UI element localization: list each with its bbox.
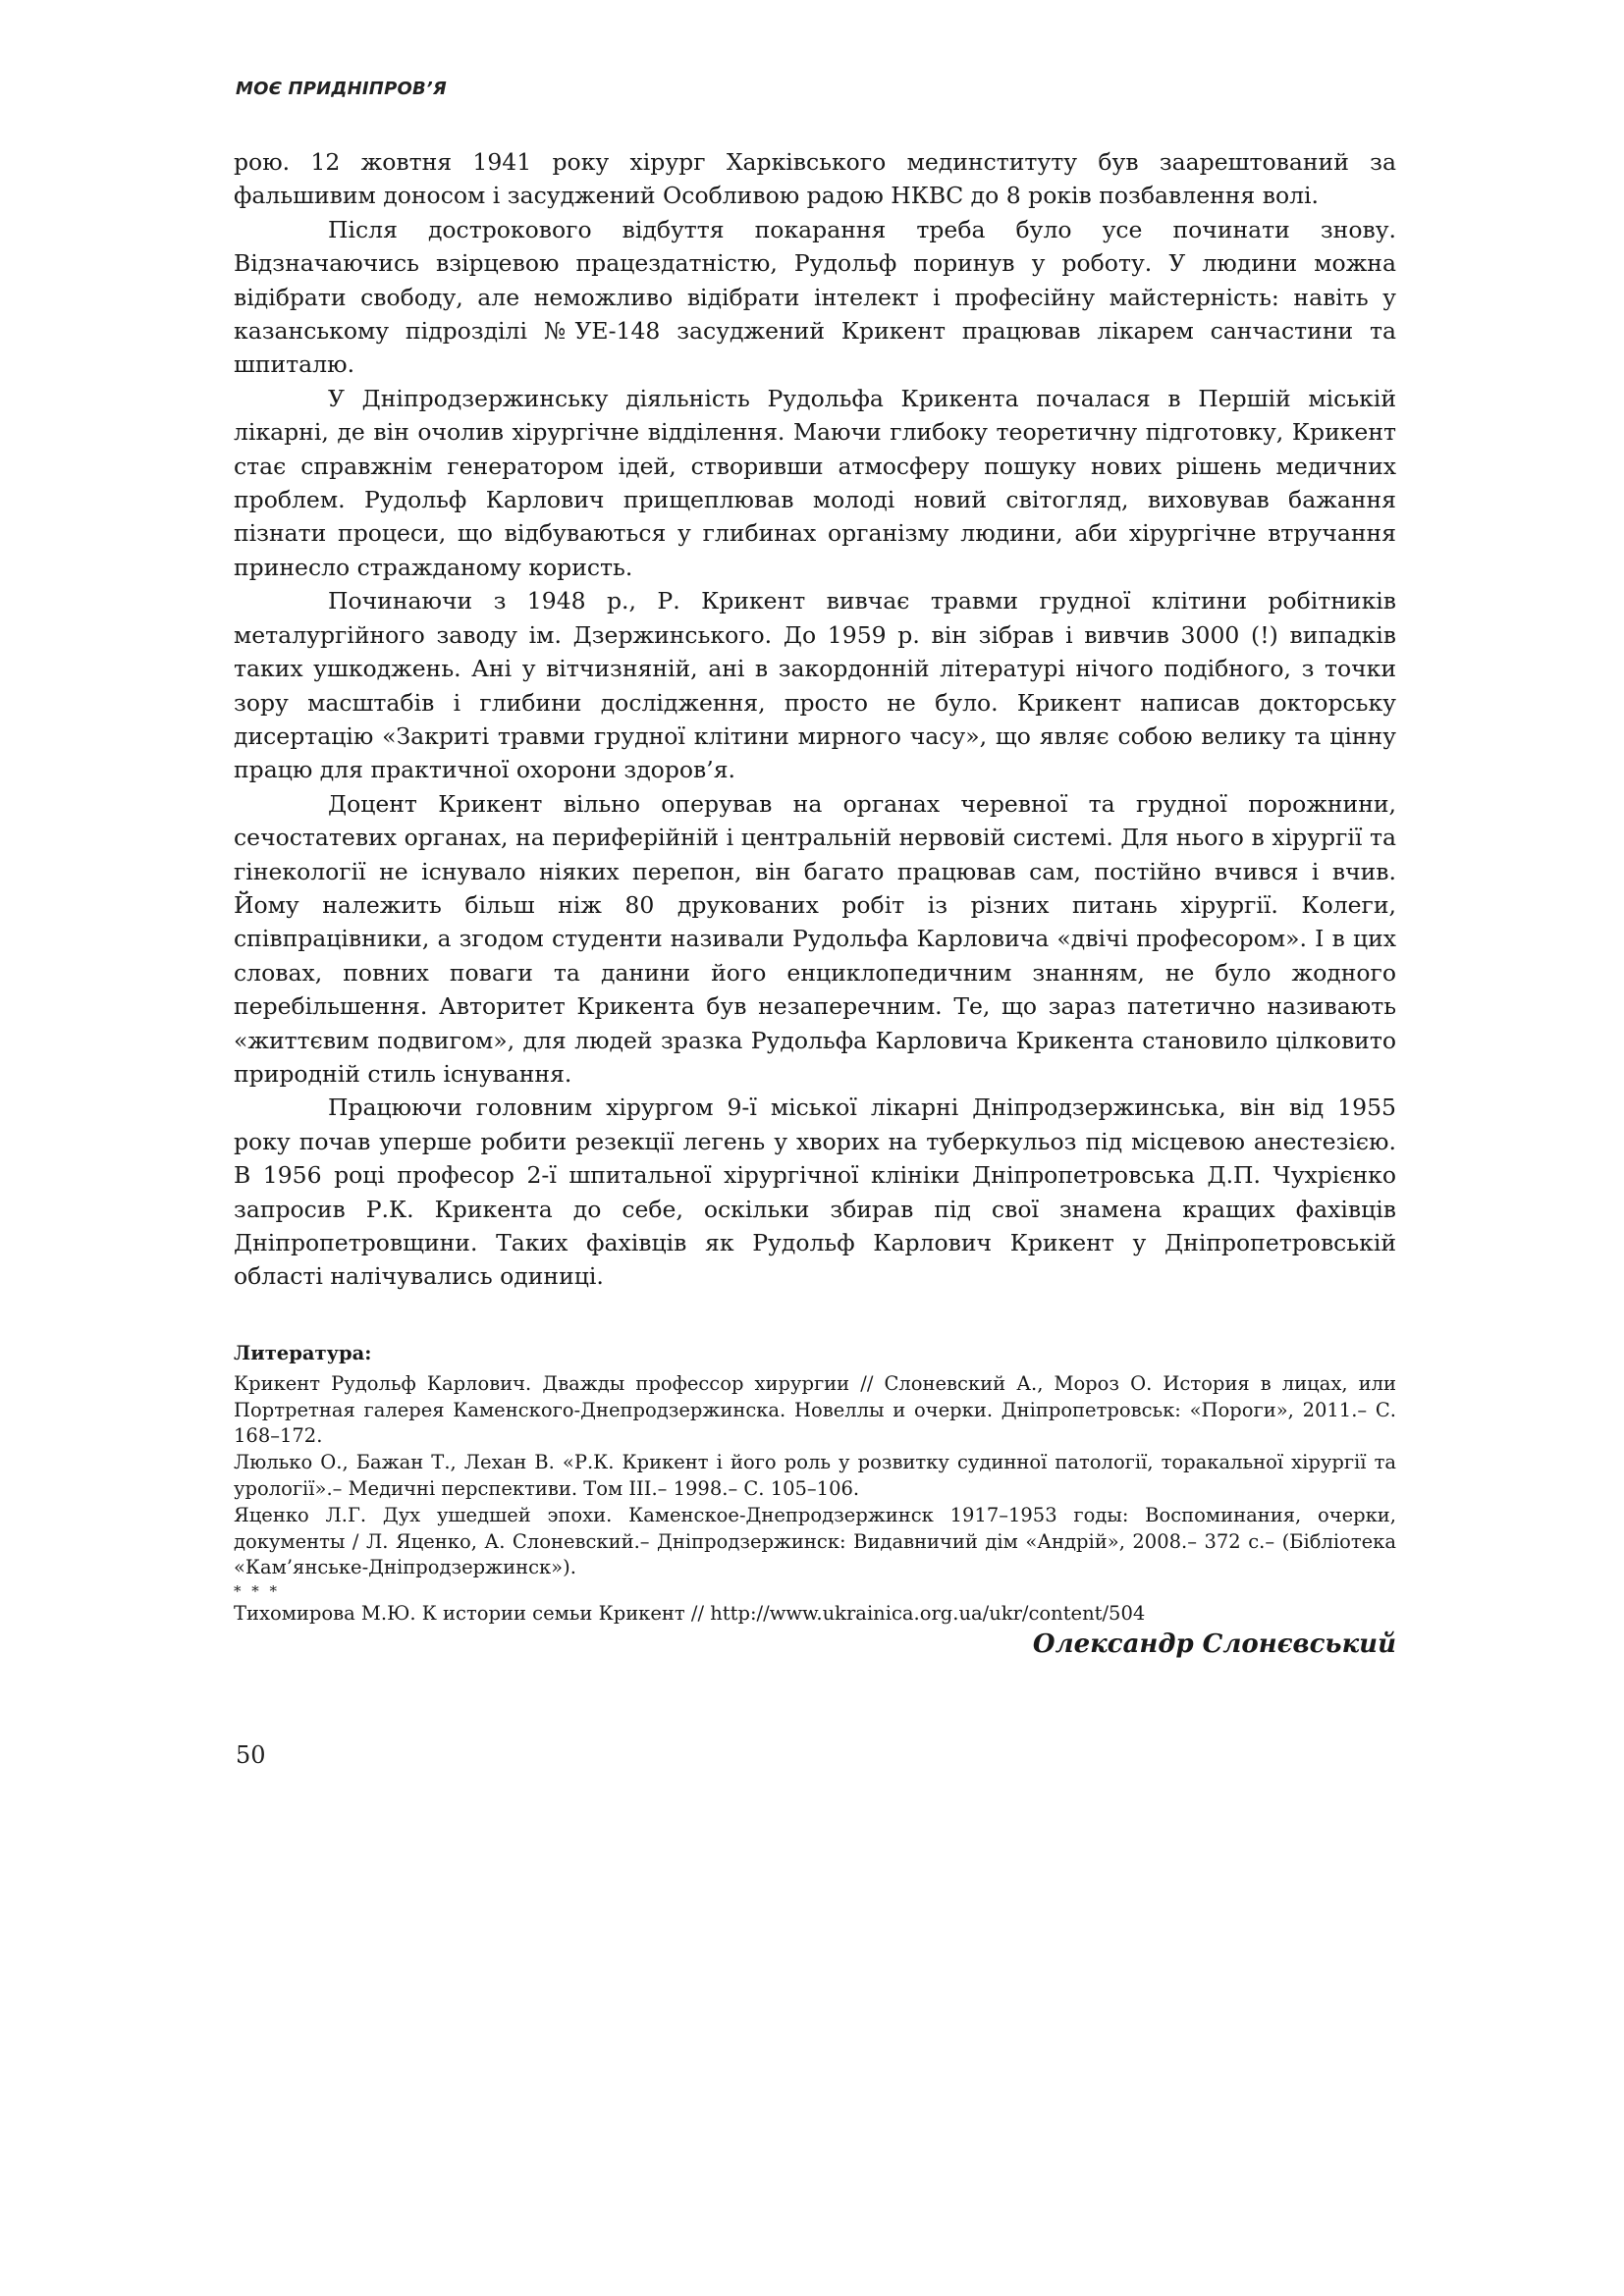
reference-item: Люлько О., Бажан Т., Лехан В. «Р.К. Крикент і його роль у розвитку судинної патології, торакальної хірургії та урології».– Медичні перспективи. Том ІІІ.– 1998.– С. 105–106. <box>234 1451 1396 1500</box>
body-paragraph: Після дострокового відбуття покарання треба було усе починати знову. Відзначаючись взірцевою працездатністю, Рудольф поринув у роботу. У людини можна відібрати свободу, але неможливо відібрати інтелект і професійну майстерність: навіть у казанському підрозділі №УЕ-148 засуджений Крикент працював лікарем санчастини та шпиталю. <box>234 215 1396 379</box>
body-paragraph: Доцент Крикент вільно оперував на органах черевної та грудної порожнини, сечостатевих органах, на периферійній і центральній нервовій системі. Для нього в хірургії та гінекології не існувало ніяких перепон, він багато працював сам, постійно вчився і вчив. Йому належить більш ніж 80 друкованих робіт із різних питань хірургії. Колеги, співпрацівники, а згодом студенти називали Рудольфа Карловича «двічі професором». І в цих словах, повних поваги та данини його енциклопедичним знанням, не було жодного перебільшення. Авторитет Крикента був незаперечним. Те, що зараз патетично називають «життєвим подвигом», для людей зразка Рудольфа Карловича Крикента становило цілковито природній стиль існування. <box>234 789 1396 1088</box>
reference-item: Яценко Л.Г. Дух ушедшей эпохи. Каменское-Днепродзержинск 1917–1953 годы: Воспоминания, очерки, документы / Л. Яценко, А. Слоневский.– Дніпродзержинск: Видавничий дім «Андрій», 2008.– 372 с.– (Бібліотека «Кам’янське-Дніпродзержинск»). <box>234 1503 1396 1579</box>
author-signature: Олександр Слонєвський <box>1032 1629 1396 1659</box>
body-paragraph: Працюючи головним хірургом 9-ї міської лікарні Дніпродзержинська, він від 1955 року почав уперше робити резекції легень у хворих на туберкульоз під місцевою анестезією. В 1956 році професор 2-ї шпитальної хірургічної клініки Дніпропетровська Д.П. Чухрієнко запросив Р.К. Крикента до себе, оскільки збирав під свої знамена кращих фахівців Дніпропетровщини. Таких фахівців як Рудольф Карлович Крикент у Дніпропетровській області налічувались одиниці. <box>234 1094 1396 1291</box>
body-paragraph: рою. 12 жовтня 1941 року хірург Харківського мединституту був заарештований за фальшивим доносом і засуджений Особливою радою НКВС до 8 років позбавлення волі. <box>234 148 1396 210</box>
reference-item: Крикент Рудольф Карлович. Дважды профессор хирургии // Слоневский А., Мороз О. История в лицах, или Портретная галерея Каменского-Днепродзержинска. Новеллы и очерки. Дніпропетровськ: «Пороги», 2011.– С. 168–172. <box>234 1371 1396 1448</box>
reference-item-extra: Тихомирова М.Ю. К истории семьи Крикент // http://www.ukrainica.org.ua/ukr/content/504 <box>234 1602 1146 1626</box>
references-section <box>234 1341 1396 1661</box>
references-title: Литература: <box>234 1342 372 1364</box>
body-paragraph: У Дніпродзержинську діяльність Рудольфа Крикента почалася в Першій міській лікарні, де він очолив хірургічне відділення. Маючи глибоку теоретичну підготовку, Крикент стає справжнім генератором ідей, створивши атмосферу пошуку нових рішень медичних проблем. Рудольф Карлович прищеплював молоді новий світогляд, виховував бажання пізнати процеси, що відбуваються у глибинах організму людини, аби хірургічне втручання принесло стражданому користь. <box>234 384 1396 581</box>
running-head: МОЄ ПРИДНІПРОВ’Я <box>236 79 447 99</box>
references-separator: * * * <box>234 1582 281 1601</box>
body-paragraph: Починаючи з 1948 р., Р. Крикент вивчає травми грудної клітини робітників металургійного заводу ім. Дзержинського. До 1959 р. він зібрав і вивчив 3000 (!) випадків таких ушкоджень. Ані у вітчизняній, ані в закордонній літературі нічого подібного, з точки зору масштабів і глибини дослідження, просто не було. Крикент написав докторську дисертацію «Закриті травми грудної клітини мирного часу», що являє собою велику та цінну працю для практичної охорони здоров’я. <box>234 587 1396 784</box>
article-body <box>234 145 1396 1294</box>
page-number: 50 <box>236 1741 266 1769</box>
